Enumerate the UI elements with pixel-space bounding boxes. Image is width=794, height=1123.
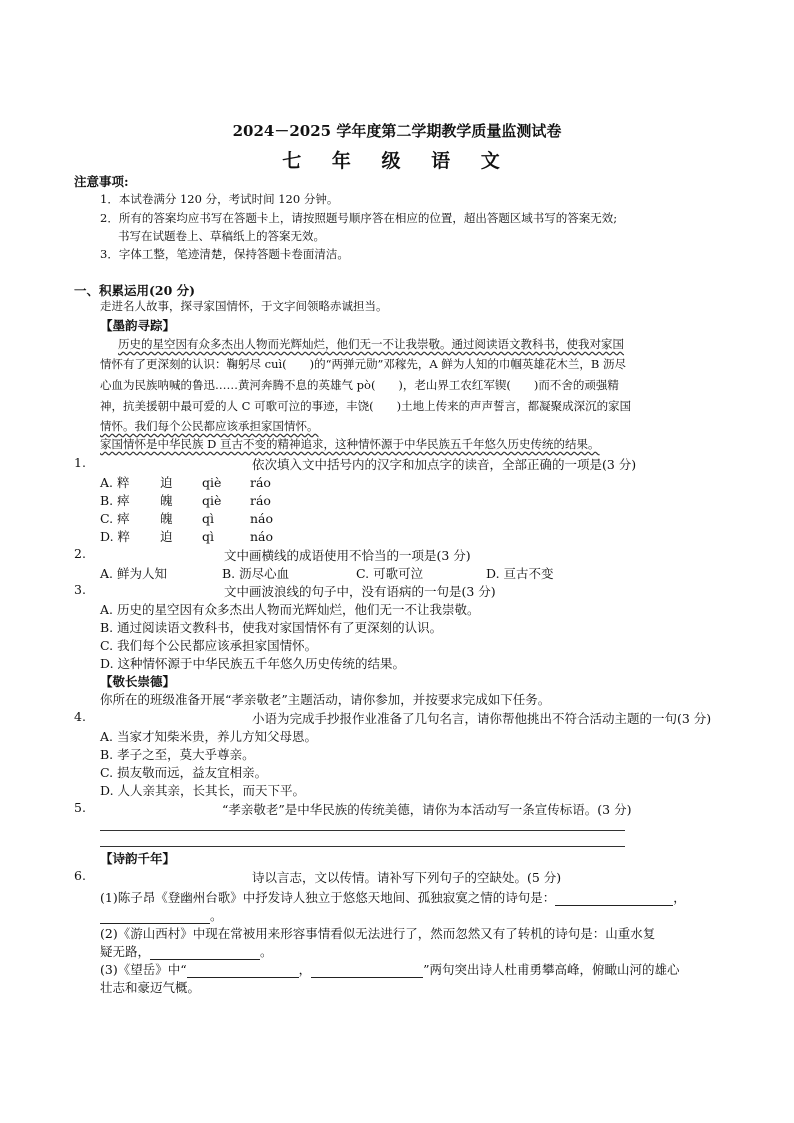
option-char: C. 瘁 [100,511,130,526]
part-title: 【敬长崇德】 [100,674,176,689]
notice-heading: 注意事项: [74,174,129,189]
passage-line: 情怀有了更深刻的认识：鞠躬尽 cuì( )的“两弹元勋”邓稼先，A 鲜为人知的巾帼英雄花木兰，B 沥尽 [100,357,626,371]
notice-item: 3．字体工整，笔迹清楚，保持答题卡卷面清洁。 [100,247,349,261]
option-char: 魄 [160,493,173,508]
option-item: A. 当家才知柴米贵，养儿方知父母恩。 [100,729,317,744]
fill-line [100,906,223,924]
option-char: 迫 [160,529,173,544]
part-title: 【诗韵千年】 [100,851,176,866]
part-intro: 你所在的班级准备开展“孝亲敬老”主题活动，请你参加，并按要求完成如下任务。 [100,692,551,707]
fill-punct: ， [298,962,312,977]
question-stem: 文中画横线的成语使用不恰当的一项是(3 分) [224,548,471,563]
option-pinyin: qì [202,529,214,544]
fill-text: 疑无路， [100,944,151,959]
question-stem: “孝亲敬老”是中华民族的传统美德，请你为本活动写一条宣传标语。(3 分) [222,802,632,817]
question-number: 5. [74,800,86,815]
passage-line: 神，抗美援朝中最可爱的人 C 可歌可泣的事迹，丰饶( )土地上传来的声声誓言，都凝聚成深沉的家国 [100,399,632,413]
question-number: 4. [74,709,86,724]
exam-title: 2024－2025 学年度第二学期教学质量监测试卷 [232,122,562,140]
fill-punct: 。 [260,944,273,959]
answer-blank[interactable] [311,965,423,978]
exam-subtitle: 七 年 级 语 文 [282,150,512,172]
question-number: 1. [74,455,86,470]
option-item: B. 沥尽心血 [222,566,290,581]
option-item: C. 我们每个公民都应该承担家国情怀。 [100,638,318,653]
answer-blank[interactable] [187,965,299,978]
option-row [100,509,273,527]
notice-item: 1．本试卷满分 120 分，考试时间 120 分钟。 [100,192,339,206]
option-pinyin: qì [202,511,214,526]
option-row [100,491,271,509]
fill-line: (2)《游山西村》中现在常被用来形容事情看似无法进行了，然而忽然又有了转机的诗句是：山重水复 [100,926,656,941]
option-item: C. 损友敬而远，益友宜相亲。 [100,765,268,780]
question-stem: 依次填入文中括号内的汉字和加点字的读音，全部正确的一项是(3 分) [252,457,637,472]
option-pinyin: náo [250,529,274,544]
passage-line: 家国情怀是中华民族 D 亘古不变的精神追求，这种情怀源于中华民族五千年悠久历史传统的结果。 [100,437,600,451]
option-item: B. 孝子之至，莫大乎尊亲。 [100,747,255,762]
option-char: 迫 [160,475,173,490]
question-number: 6. [74,868,86,883]
option-item: D. 亘古不变 [486,566,554,581]
answer-blank[interactable] [150,947,260,960]
fill-line [100,888,686,906]
option-item: D. 人人亲其亲，长其长，而天下平。 [100,783,306,798]
option-char: A. 粹 [100,475,130,490]
fill-punct: ， [673,890,686,905]
question-number: 3. [74,582,86,597]
fill-punct: 。 [210,908,223,923]
option-row [100,527,273,545]
fill-text: ”两句突出诗人杜甫勇攀高峰，俯瞰山河的雄心 [423,962,680,977]
answer-blank[interactable] [555,893,673,906]
option-item: D. 这种情怀源于中华民族五千年悠久历史传统的结果。 [100,656,406,671]
fill-line [100,942,273,960]
option-item: C. 可歌可泣 [356,566,424,581]
option-char: D. 粹 [100,529,131,544]
option-item: A. 历史的星空因有众多杰出人物而光辉灿烂，他们无一不让我崇敬。 [100,602,480,617]
answer-line[interactable] [100,846,625,847]
option-item: A. 鲜为人知 [100,566,167,581]
option-row [100,473,271,491]
option-item: B. 通过阅读语文教科书，使我对家国情怀有了更深刻的认识。 [100,620,443,635]
fill-line [100,960,680,978]
section-heading: 一、积累运用(20 分) [74,283,196,298]
passage-line: 情怀。我们每个公民都应该承担家国情怀。 [100,419,319,433]
part-title: 【墨韵寻踪】 [100,318,176,333]
fill-text: (3)《望岳》中“ [100,962,187,977]
section-intro: 走进名人故事，探寻家国情怀，于文字间领略赤诚担当。 [100,299,388,313]
question-stem: 小语为完成手抄报作业准备了几句名言，请你帮他挑出不符合活动主题的一句(3 分) [252,711,712,726]
option-pinyin: qiè [202,475,222,490]
option-pinyin: náo [250,511,274,526]
answer-line[interactable] [100,830,625,831]
option-pinyin: ráo [250,493,271,508]
question-stem: 文中画波浪线的句子中，没有语病的一句是(3 分) [224,584,496,599]
option-pinyin: ráo [250,475,271,490]
notice-item: 书写在试题卷上、草稿纸上的答案无效。 [118,229,325,243]
question-stem: 诗以言志，文以传情。请补写下列句子的空缺处。(5 分) [252,870,562,885]
answer-blank[interactable] [100,911,210,924]
question-number: 2. [74,546,86,561]
notice-item: 2．所有的答案均应书写在答题卡上，请按照题号顺序答在相应的位置，超出答题区域书写的答案无效; [100,211,618,225]
option-char: 魄 [160,511,173,526]
fill-line: 壮志和豪迈气概。 [100,980,201,995]
option-pinyin: qiè [202,493,222,508]
option-char: B. 瘁 [100,493,130,508]
passage-line: 历史的星空因有众多杰出人物而光辉灿烂，他们无一不让我崇敬。通过阅读语文教科书，使我对家国 [118,337,624,351]
passage-line: 心血为民族呐喊的鲁迅……黄河奔腾不息的英雄气 pò( )，老山界工农红军锲( )而不舍的顽强精 [100,378,619,392]
fill-text: (1)陈子昂《登幽州台歌》中抒发诗人独立于悠悠天地间、孤独寂寞之情的诗句是： [100,890,556,905]
